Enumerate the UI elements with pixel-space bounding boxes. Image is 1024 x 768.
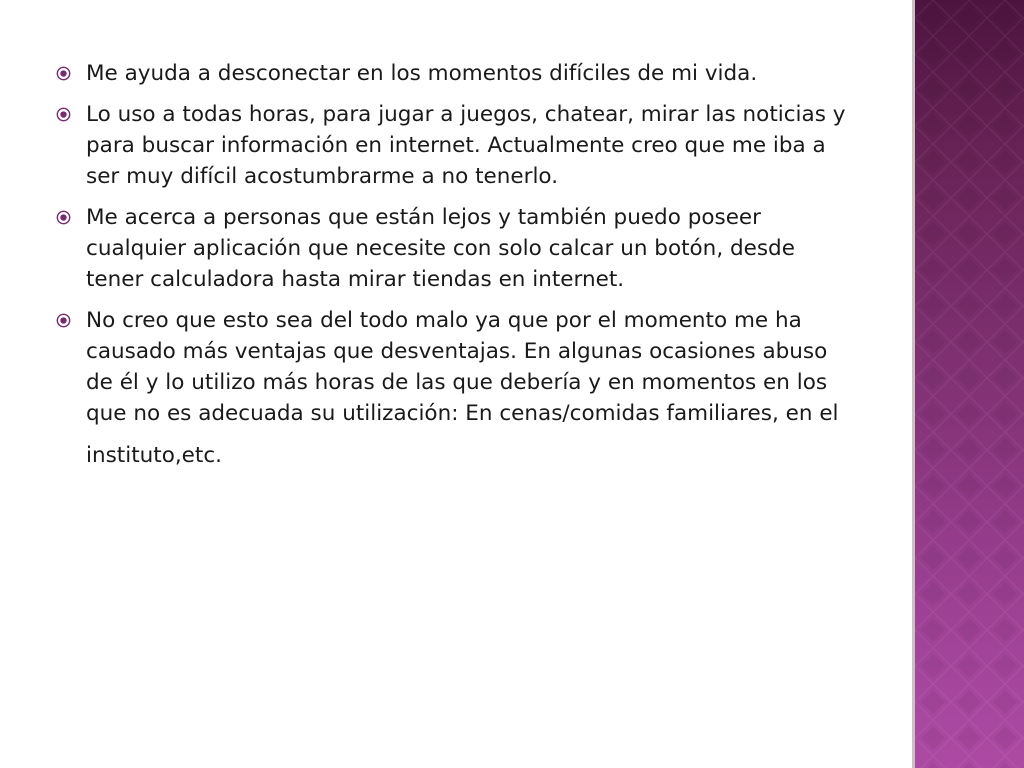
slide-content (56, 58, 856, 481)
bullet-text: No creo que esto sea del todo malo ya que por el momento me ha causado más ventajas que desventajas. En algunas ocasiones abuso de él y lo utilizo más horas de las que debería y en momentos en los que no es adecuada su utilización: En cenas/comidas familiares, en el (86, 308, 839, 426)
bullet-text: Me acerca a personas que están lejos y también puedo poseer cualquier aplicación que necesite con solo calcar un botón, desde tener calculadora hasta mirar tiendas en internet. (86, 205, 795, 292)
bullet-item (56, 99, 856, 192)
circled-dot-bullet-icon (56, 313, 71, 328)
decorative-side-bar (912, 0, 1024, 768)
circled-dot-bullet-icon (56, 66, 71, 81)
bullet-tail-text: instituto,etc. (86, 443, 222, 468)
bullet-item (56, 202, 856, 295)
bullet-item (56, 305, 856, 471)
bullet-text: Lo uso a todas horas, para jugar a juegos, chatear, mirar las noticias y para buscar información en internet. Actualmente creo que me iba a ser muy difícil acostumbrarme a no tenerlo. (86, 102, 846, 189)
circled-dot-bullet-icon (56, 210, 71, 225)
bullet-list (56, 58, 856, 471)
circled-dot-bullet-icon (56, 107, 71, 122)
diamond-pattern (915, 0, 1024, 768)
bullet-text: Me ayuda a desconectar en los momentos difíciles de mi vida. (86, 61, 758, 86)
bullet-item (56, 58, 856, 89)
